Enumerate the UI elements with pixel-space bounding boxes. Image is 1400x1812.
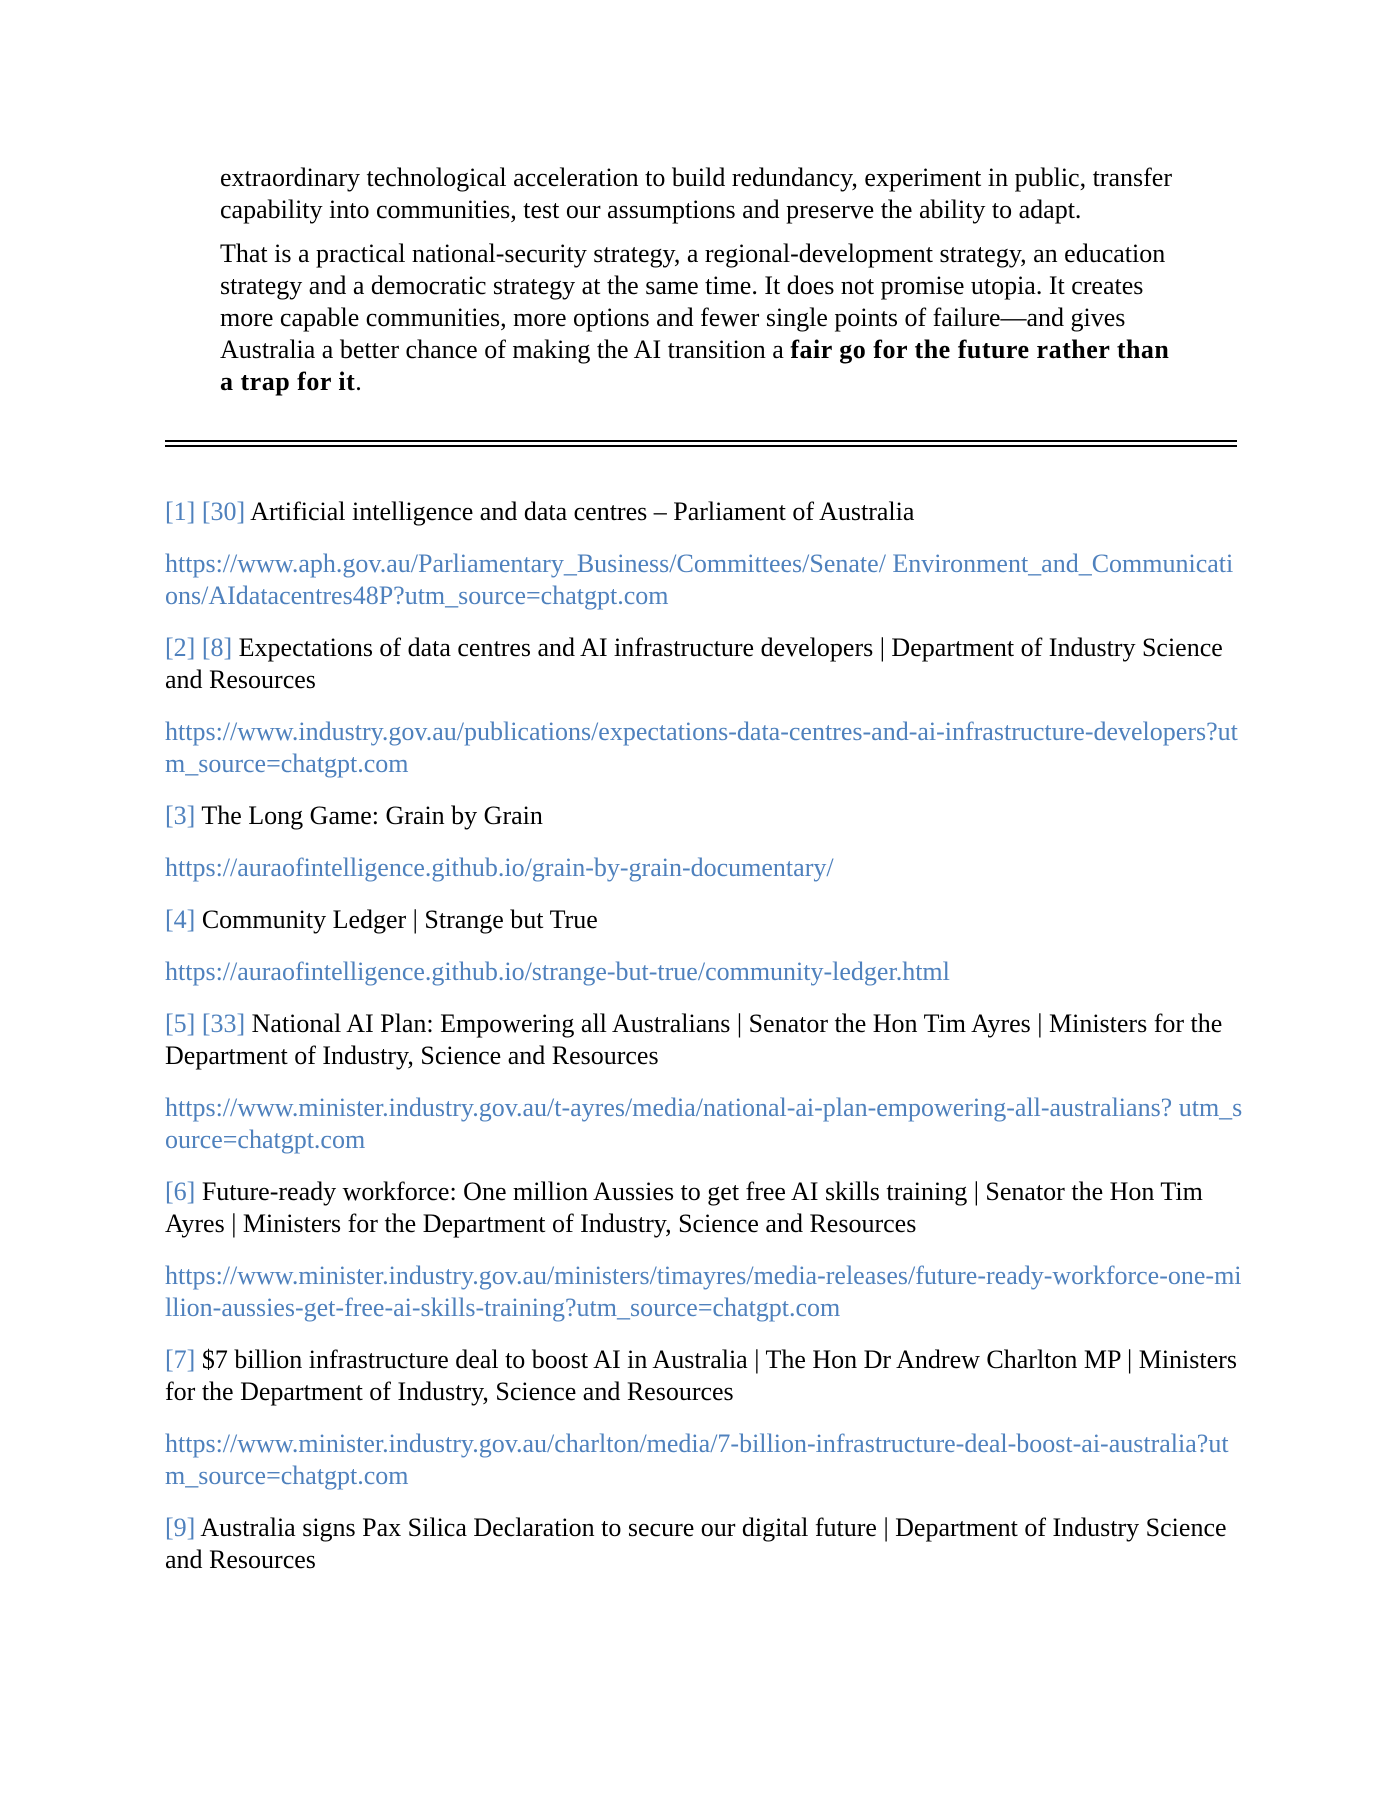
- reference-title-text: Australia signs Pax Silica Declaration to secure our digital future | Department of Industry Science and Resources: [165, 1513, 1227, 1574]
- reference-title-text: The Long Game: Grain by Grain: [201, 801, 543, 830]
- reference-url-link[interactable]: https://www.industry.gov.au/publications/expectations-data-centres-and-ai-infrastructure-developers?utm_source=chatgpt.com: [165, 717, 1238, 778]
- quote-paragraph-2-text: That is a practical national-security strategy, a regional-development strategy, an education strategy and a democratic strategy at the same time. It does not promise utopia. It creates more capable communities, more options and fewer single points of failure—and gives Australia a better chance of making the AI transition a: [220, 239, 1166, 364]
- quote-paragraph-1: extraordinary technological acceleration to build redundancy, experiment in public, transfer capability into communities, test our assumptions and preserve the ability to adapt.: [220, 163, 1172, 224]
- reference-title: [165, 496, 1245, 528]
- reference-title-text: Expectations of data centres and AI infrastructure developers | Department of Industry Science and Resources: [165, 633, 1223, 694]
- reference-title: [165, 1176, 1245, 1240]
- reference-title: [165, 800, 1245, 832]
- reference-title-text: Artificial intelligence and data centres – Parliament of Australia: [250, 497, 915, 526]
- reference-number-link[interactable]: [4]: [165, 905, 196, 934]
- reference-number-link[interactable]: [6]: [165, 1177, 196, 1206]
- closing-quote-block: [220, 162, 1180, 410]
- reference-title-text: $7 billion infrastructure deal to boost AI in Australia | The Hon Dr Andrew Charlton MP | Ministers for the Department of Industry, Science and Resources: [165, 1345, 1237, 1406]
- reference-url-link[interactable]: https://www.minister.industry.gov.au/charlton/media/7-billion-infrastructure-deal-boost-ai-australia?utm_source=chatgpt.com: [165, 1429, 1229, 1490]
- reference-number-link[interactable]: [7]: [165, 1345, 196, 1374]
- reference-title-text: Future-ready workforce: One million Aussies to get free AI skills training | Senator the Hon Tim Ayres | Ministers for the Department of Industry, Science and Resources: [165, 1177, 1203, 1238]
- reference-url-link[interactable]: https://auraofintelligence.github.io/grain-by-grain-documentary/: [165, 853, 834, 882]
- quote-paragraph-2: [220, 238, 1180, 398]
- reference-title: [165, 1512, 1245, 1576]
- reference-url-link[interactable]: https://auraofintelligence.github.io/strange-but-true/community-ledger.html: [165, 957, 950, 986]
- reference-url-link[interactable]: https://www.minister.industry.gov.au/ministers/timayres/media-releases/future-ready-workforce-one-million-aussies-get-free-ai-skills-training?utm_source=chatgpt.com: [165, 1261, 1242, 1322]
- reference-number-link[interactable]: [1] [30]: [165, 497, 246, 526]
- reference-number-link[interactable]: [5] [33]: [165, 1009, 246, 1038]
- quote-bold-phrase: fair go for the future rather than a trap for it: [220, 335, 1170, 396]
- quote-paragraph-2-end: .: [355, 367, 362, 396]
- reference-title: [165, 1344, 1245, 1408]
- reference-title-text: National AI Plan: Empowering all Australians | Senator the Hon Tim Ayres | Ministers for the Department of Industry, Science and Resources: [165, 1009, 1223, 1070]
- reference-title: [165, 904, 1245, 936]
- reference-url-link[interactable]: https://www.minister.industry.gov.au/t-ayres/media/national-ai-plan-empowering-all-australians? utm_source=chatgpt.com: [165, 1093, 1243, 1154]
- section-divider: [165, 440, 1237, 447]
- reference-number-link[interactable]: [3]: [165, 801, 196, 830]
- reference-title-text: Community Ledger | Strange but True: [201, 905, 598, 934]
- reference-url-link[interactable]: https://www.aph.gov.au/Parliamentary_Business/Committees/Senate/ Environment_and_Communications/AIdatacentres48P?utm_source=chatgpt.com: [165, 549, 1234, 610]
- reference-title: [165, 632, 1245, 696]
- reference-title: [165, 1008, 1245, 1072]
- reference-list: [165, 496, 1245, 1596]
- reference-number-link[interactable]: [2] [8]: [165, 633, 233, 662]
- reference-number-link[interactable]: [9]: [165, 1513, 196, 1542]
